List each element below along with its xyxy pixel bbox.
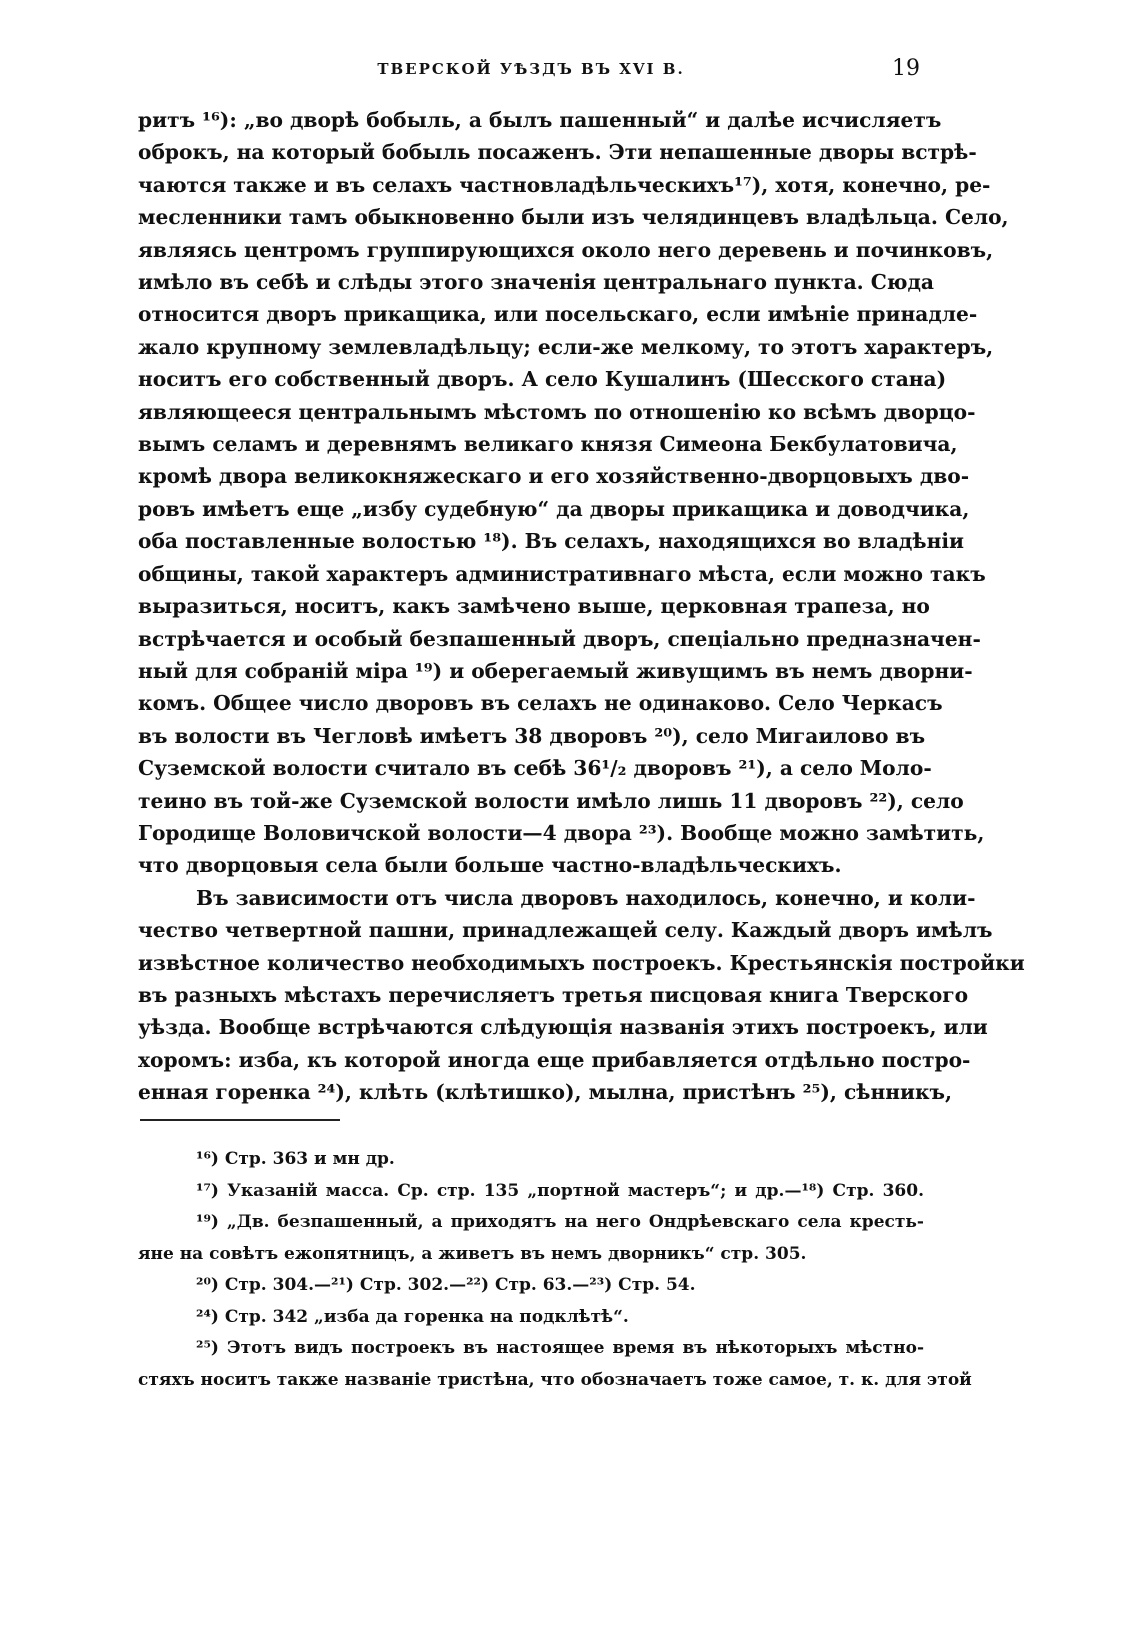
- text-line: ровъ имѣетъ еще „избу судебную“ да дворы прикащика и доводчика,: [138, 496, 970, 521]
- text-line: оброкъ, на который бобыль посаженъ. Эти непашенные дворы встрѣ-: [138, 140, 977, 165]
- footnote: ¹⁷) Указаній масса. Ср. стр. 135 „портной мастеръ“; и др.—¹⁸) Стр. 360.: [196, 1180, 924, 1201]
- running-head: ТВЕРСКОЙ УѢЗДЪ ВЪ XVI В.: [377, 60, 685, 78]
- text-line: комъ. Общее число дворовъ въ селахъ не одинаково. Село Черкасъ: [138, 691, 943, 716]
- text-line: общины, такой характеръ административнаго мѣста, если можно такъ: [138, 561, 986, 586]
- footnote: ¹⁶) Стр. 363 и мн др.: [196, 1149, 395, 1169]
- text-line: Городище Воловичской волости—4 двора ²³). Вообще можно замѣтить,: [138, 820, 985, 845]
- text-line: Суземской волости считало въ себѣ 36¹/₂ дворовъ ²¹), а село Моло-: [138, 756, 932, 781]
- footnote: ²⁵) Этотъ видъ построекъ въ настоящее время въ нѣкоторыхъ мѣстно-: [196, 1338, 924, 1358]
- text-line: месленники тамъ обыкновенно были изъ челядинцевъ владѣльца. Село,: [138, 205, 1009, 230]
- text-line: являющееся центральнымъ мѣстомъ по отношенію ко всѣмъ дворцо-: [138, 399, 976, 424]
- text-line: носитъ его собственный дворъ. А село Кушалинъ (Шесского стана): [138, 367, 947, 392]
- text-line: чество четвертной пашни, принадлежащей селу. Каждый дворъ имѣлъ: [138, 918, 993, 943]
- text-line: Въ зависимости отъ числа дворовъ находилось, конечно, и коли-: [196, 885, 976, 910]
- text-line: ный для собраній міра ¹⁹) и оберегаемый живущимъ въ немъ дворни-: [138, 658, 973, 683]
- footnote-continuation: яне на совѣтъ ежопятницъ, а живетъ въ немъ дворникъ“ стр. 305.: [138, 1243, 807, 1264]
- body-text: [138, 104, 1025, 1109]
- text-line: въ разныхъ мѣстахъ перечисляетъ третья писцовая книга Тверского: [138, 982, 969, 1007]
- page-header: [138, 58, 924, 92]
- text-line: оба поставленные волостью ¹⁸). Въ селахъ, находящихся во владѣніи: [138, 529, 964, 554]
- text-line: кромѣ двора великокняжескаго и его хозяйственно-дворцовыхъ дво-: [138, 464, 970, 489]
- text-line: что дворцовыя села были больше частно-владѣльческихъ.: [138, 853, 842, 878]
- footnote-continuation: стяхъ носитъ также названіе тристѣна, что обозначаетъ тоже самое, т. к. для этой: [138, 1369, 972, 1390]
- text-line: выразиться, носитъ, какъ замѣчено выше, церковная трапеза, но: [138, 594, 930, 619]
- text-line: въ волости въ Чегловѣ имѣетъ 38 дворовъ ²⁰), село Мигаилово въ: [138, 723, 926, 748]
- text-line: вымъ селамъ и деревнямъ великаго князя Симеона Бекбулатовича,: [138, 432, 958, 457]
- footnotes: [138, 1144, 972, 1396]
- text-line: теино въ той-же Суземской волости имѣло лишь 11 дворовъ ²²), село: [138, 788, 964, 813]
- text-line: уѣзда. Вообще встрѣчаются слѣдующія названія этихъ построекъ, или: [138, 1015, 988, 1040]
- footnote: ²⁴) Стр. 342 „изба да горенка на подклѣтѣ“.: [196, 1306, 629, 1327]
- text-line: имѣло въ себѣ и слѣды этого значенія центральнаго пункта. Сюда: [138, 270, 935, 295]
- text-line: хоромъ: изба, къ которой иногда еще прибавляется отдѣльно постро-: [138, 1047, 971, 1072]
- footnote-separator: [140, 1119, 340, 1121]
- text-line: чаются также и въ селахъ частновладѣльческихъ¹⁷), хотя, конечно, ре-: [138, 172, 991, 197]
- text-line: являясь центромъ группирующихся около него деревень и починковъ,: [138, 237, 994, 262]
- text-line: ритъ ¹⁶): „во дворѣ бобыль, а былъ пашенный“ и далѣе исчисляетъ: [138, 108, 942, 132]
- footnote: ¹⁹) „Дв. безпашенный, а приходятъ на него Ондрѣевскаго села кресть-: [196, 1212, 924, 1232]
- footnote: ²⁰) Стр. 304.—²¹) Стр. 302.—²²) Стр. 63.—²³) Стр. 54.: [196, 1275, 696, 1295]
- text-line: извѣстное количество необходимыхъ построекъ. Крестьянскія постройки: [138, 950, 1025, 975]
- page-number: 19: [892, 56, 920, 81]
- page: [138, 56, 1025, 1109]
- text-line: жало крупному землевладѣльцу; если-же мелкому, то этотъ характеръ,: [138, 334, 994, 359]
- text-line: относится дворъ прикащика, или посельскаго, если имѣніе принадле-: [138, 302, 978, 327]
- text-line: встрѣчается и особый безпашенный дворъ, спеціально предназначен-: [138, 626, 981, 651]
- text-line: енная горенка ²⁴), клѣть (клѣтишко), мылна, пристѣнъ ²⁵), сѣнникъ,: [138, 1080, 953, 1105]
